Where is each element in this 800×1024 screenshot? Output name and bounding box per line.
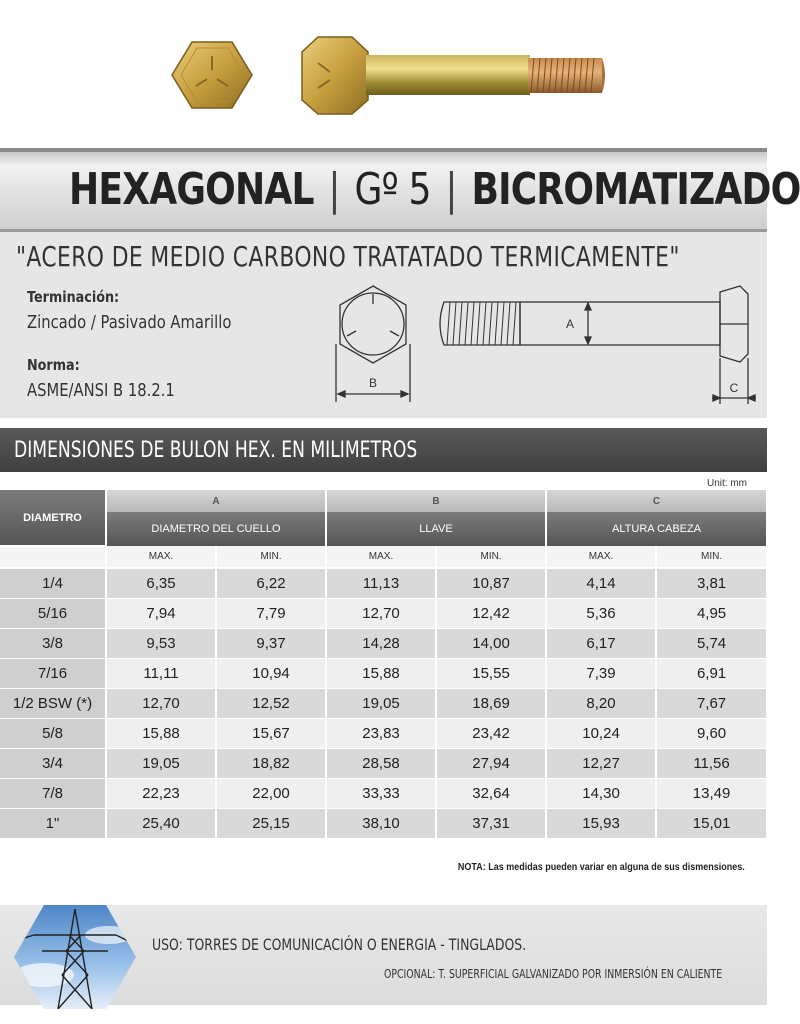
diagram-label-b: B <box>368 376 378 390</box>
a-min-cell: 12,52 <box>216 688 326 718</box>
a-min-cell: 15,67 <box>216 718 326 748</box>
group-b-letter: B <box>326 490 546 512</box>
c-max-cell: 12,27 <box>546 748 656 778</box>
c-max-cell: 4,14 <box>546 568 656 598</box>
blank-header-cell <box>0 546 106 568</box>
finish-label: Terminación: <box>27 288 120 306</box>
title-band <box>0 148 800 232</box>
a-min-cell: 6,22 <box>216 568 326 598</box>
c-max-cell: 8,20 <box>546 688 656 718</box>
table-row <box>0 628 767 658</box>
a-max-cell: 25,40 <box>106 808 216 838</box>
title-separator: | <box>445 164 457 215</box>
finish-value: Zincado / Pasivado Amarillo <box>27 312 232 333</box>
c-min-cell: 3,81 <box>656 568 767 598</box>
usage-text: USO: TORRES DE COMUNICACIÓN O ENERGIA - TINGLADOS. <box>152 935 527 954</box>
b-min-cell: 10,87 <box>436 568 546 598</box>
dimensions-title: DIMENSIONES DE BULON HEX. EN MILIMETROS <box>14 438 418 463</box>
a-min-cell: 10,94 <box>216 658 326 688</box>
b-min-cell: 37,31 <box>436 808 546 838</box>
table-header-name-row <box>0 512 767 546</box>
table-body <box>0 568 767 838</box>
a-min-header: MIN. <box>216 546 326 568</box>
diameter-cell: 3/4 <box>0 748 106 778</box>
c-max-cell: 15,93 <box>546 808 656 838</box>
b-max-cell: 11,13 <box>326 568 436 598</box>
c-min-cell: 9,60 <box>656 718 767 748</box>
bolt-dimension-diagram <box>0 232 767 418</box>
b-min-cell: 27,94 <box>436 748 546 778</box>
table-row <box>0 598 767 628</box>
a-max-cell: 9,53 <box>106 628 216 658</box>
usage-footer <box>0 905 767 1005</box>
a-max-cell: 22,23 <box>106 778 216 808</box>
c-min-cell: 4,95 <box>656 598 767 628</box>
group-a-letter: A <box>106 490 326 512</box>
table-header-maxmin-row <box>0 546 767 568</box>
b-max-cell: 23,83 <box>326 718 436 748</box>
group-a-name: DIAMETRO DEL CUELLO <box>106 512 326 546</box>
c-max-header: MAX. <box>546 546 656 568</box>
b-min-cell: 23,42 <box>436 718 546 748</box>
dimensions-table <box>0 490 768 839</box>
diameter-cell: 7/8 <box>0 778 106 808</box>
diagram-label-a: A <box>565 317 575 331</box>
a-min-cell: 25,15 <box>216 808 326 838</box>
b-max-cell: 19,05 <box>326 688 436 718</box>
c-min-cell: 13,49 <box>656 778 767 808</box>
material-subtitle: "ACERO DE MEDIO CARBONO TRATATADO TERMICAMENTE" <box>16 240 680 273</box>
table-row <box>0 688 767 718</box>
table-row <box>0 658 767 688</box>
b-max-cell: 12,70 <box>326 598 436 628</box>
table-row <box>0 748 767 778</box>
dimensions-band <box>0 428 767 472</box>
diagram-label-c: C <box>729 381 739 395</box>
a-min-cell: 9,37 <box>216 628 326 658</box>
b-max-cell: 15,88 <box>326 658 436 688</box>
b-max-cell: 28,58 <box>326 748 436 778</box>
c-max-cell: 5,36 <box>546 598 656 628</box>
spec-section <box>0 232 767 418</box>
diameter-cell: 3/8 <box>0 628 106 658</box>
unit-label: Unit: mm <box>707 478 747 489</box>
b-max-cell: 33,33 <box>326 778 436 808</box>
title-hexagonal: HEXAGONAL <box>69 164 314 215</box>
diameter-cell: 5/8 <box>0 718 106 748</box>
c-min-cell: 6,91 <box>656 658 767 688</box>
a-min-cell: 7,79 <box>216 598 326 628</box>
title-grade: Gº 5 <box>354 164 431 215</box>
group-c-name: ALTURA CABEZA <box>546 512 767 546</box>
c-max-cell: 14,30 <box>546 778 656 808</box>
diameter-cell: 1" <box>0 808 106 838</box>
a-max-cell: 11,11 <box>106 658 216 688</box>
standard-label: Norma: <box>27 356 80 374</box>
c-min-header: MIN. <box>656 546 767 568</box>
b-min-cell: 15,55 <box>436 658 546 688</box>
table-row <box>0 568 767 598</box>
c-min-cell: 7,67 <box>656 688 767 718</box>
c-max-cell: 6,17 <box>546 628 656 658</box>
table-row <box>0 718 767 748</box>
b-min-header: MIN. <box>436 546 546 568</box>
b-min-cell: 14,00 <box>436 628 546 658</box>
a-max-cell: 19,05 <box>106 748 216 778</box>
diameter-cell: 5/16 <box>0 598 106 628</box>
page-title <box>69 164 800 215</box>
b-max-cell: 38,10 <box>326 808 436 838</box>
product-photo <box>0 0 767 145</box>
b-min-cell: 18,69 <box>436 688 546 718</box>
group-b-name: LLAVE <box>326 512 546 546</box>
c-max-cell: 10,24 <box>546 718 656 748</box>
a-min-cell: 22,00 <box>216 778 326 808</box>
b-min-cell: 32,64 <box>436 778 546 808</box>
diameter-cell: 7/16 <box>0 658 106 688</box>
a-min-cell: 18,82 <box>216 748 326 778</box>
table-header-group-row <box>0 490 767 512</box>
tower-photo-image <box>14 905 136 1009</box>
c-max-cell: 7,39 <box>546 658 656 688</box>
optional-text: OPCIONAL: T. SUPERFICIAL GALVANIZADO POR INMERSIÓN EN CALIENTE <box>384 967 723 981</box>
c-min-cell: 5,74 <box>656 628 767 658</box>
table-row <box>0 808 767 838</box>
diameter-cell: 1/4 <box>0 568 106 598</box>
title-finish: BICROMATIZADO <box>471 164 800 215</box>
diameter-cell: 1/2 BSW (*) <box>0 688 106 718</box>
a-max-cell: 6,35 <box>106 568 216 598</box>
table-note: NOTA: Las medidas pueden variar en alguna de sus dismensiones. <box>458 862 745 873</box>
diameter-header: DIAMETRO <box>0 490 106 546</box>
c-min-cell: 11,56 <box>656 748 767 778</box>
a-max-cell: 7,94 <box>106 598 216 628</box>
b-max-header: MAX. <box>326 546 436 568</box>
b-max-cell: 14,28 <box>326 628 436 658</box>
c-min-cell: 15,01 <box>656 808 767 838</box>
a-max-cell: 15,88 <box>106 718 216 748</box>
a-max-cell: 12,70 <box>106 688 216 718</box>
standard-value: ASME/ANSI B 18.2.1 <box>27 380 175 401</box>
title-separator: | <box>328 164 340 215</box>
group-c-letter: C <box>546 490 767 512</box>
b-min-cell: 12,42 <box>436 598 546 628</box>
table-row <box>0 778 767 808</box>
bolt-photo-image <box>0 0 767 145</box>
a-max-header: MAX. <box>106 546 216 568</box>
